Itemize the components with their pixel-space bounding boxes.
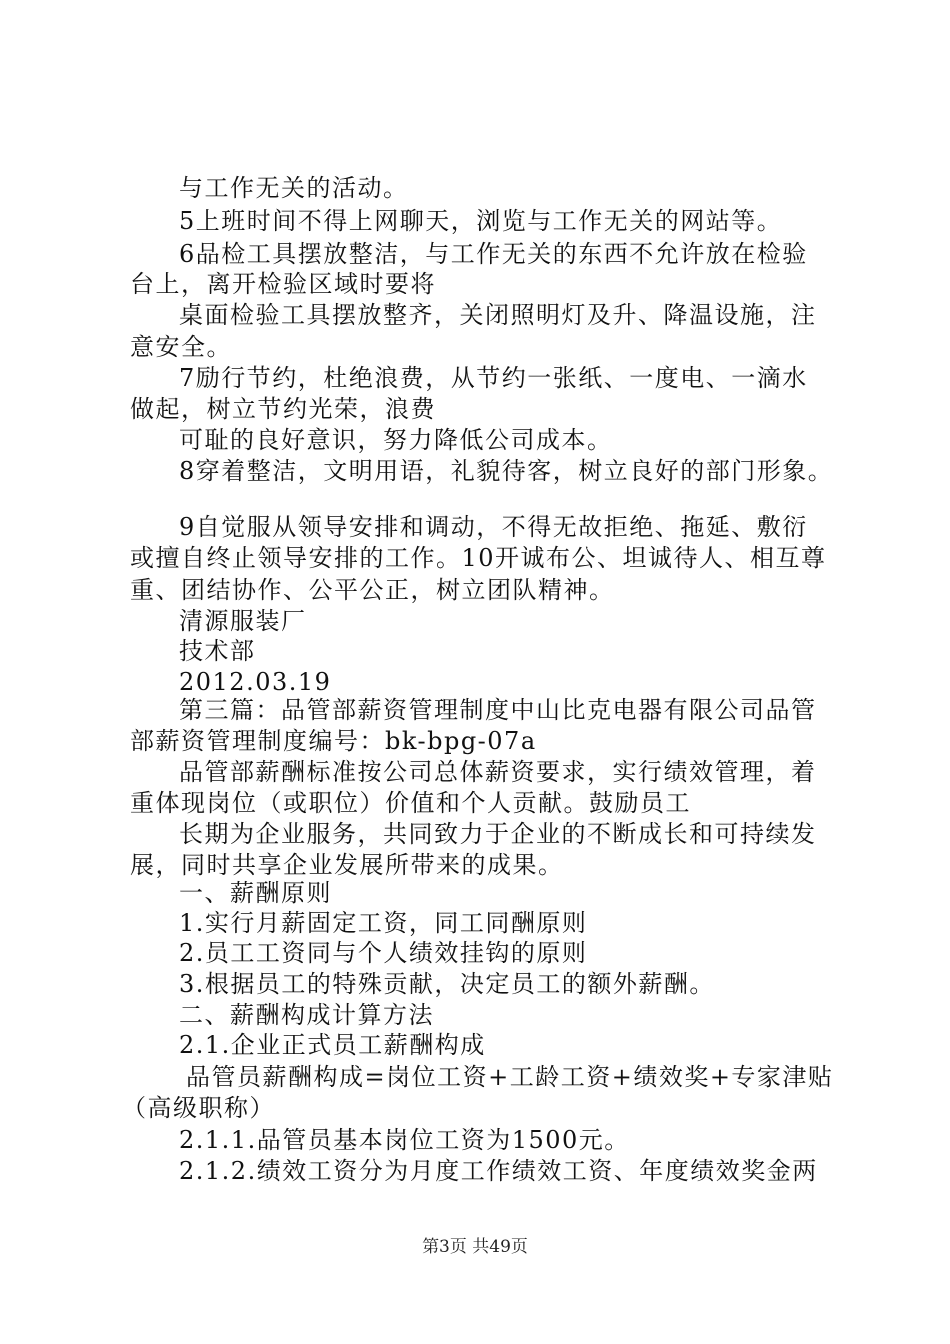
text-line: 2.员工工资同与个人绩效挂钩的原则 bbox=[179, 939, 588, 967]
text-line: （高级职称） bbox=[122, 1094, 275, 1122]
page-number: 第3页 共49页 bbox=[422, 1237, 528, 1257]
text-line: 2.1.企业正式员工薪酬构成 bbox=[179, 1031, 486, 1059]
text-line: 意安全。 bbox=[130, 333, 232, 361]
text-line: 桌面检验工具摆放整齐，关闭照明灯及升、降温设施，注 bbox=[179, 301, 817, 329]
text-line: 与工作无关的活动。 bbox=[179, 174, 409, 202]
text-line: 可耻的良好意识，努力降低公司成本。 bbox=[179, 426, 613, 454]
text-line: 长期为企业服务，共同致力于企业的不断成长和可持续发 bbox=[179, 820, 817, 848]
text-line: 重体现岗位（或职位）价值和个人贡献。鼓励员工 bbox=[130, 789, 691, 817]
text-line: 清源服装厂 bbox=[179, 607, 307, 635]
text-line: 9自觉服从领导安排和调动，不得无故拒绝、拖延、敷衍 bbox=[179, 513, 808, 541]
text-line: 6品检工具摆放整洁，与工作无关的东西不允许放在检验 bbox=[179, 240, 808, 268]
text-line: 重、团结协作、公平公正，树立团队精神。 bbox=[130, 576, 615, 604]
text-line: 7励行节约，杜绝浪费，从节约一张纸、一度电、一滴水 bbox=[179, 364, 808, 392]
text-line: 8穿着整洁，文明用语，礼貌待客，树立良好的部门形象。 bbox=[179, 457, 834, 485]
text-line: 台上，离开检验区域时要将 bbox=[130, 270, 436, 298]
text-line: 2.1.1.品管员基本岗位工资为1500元。 bbox=[179, 1126, 630, 1154]
text-line: 展，同时共享企业发展所带来的成果。 bbox=[130, 851, 564, 879]
text-line: 第三篇：品管部薪资管理制度中山比克电器有限公司品管 bbox=[179, 696, 817, 724]
text-line: 技术部 bbox=[179, 637, 256, 665]
text-line: 做起，树立节约光荣，浪费 bbox=[130, 395, 436, 423]
text-line: 5上班时间不得上网聊天，浏览与工作无关的网站等。 bbox=[179, 207, 783, 235]
text-line: 2.1.2.绩效工资分为月度工作绩效工资、年度绩效奖金两 bbox=[179, 1157, 818, 1185]
text-line: 品管部薪酬标准按公司总体薪资要求，实行绩效管理，着 bbox=[179, 758, 817, 786]
text-line: 二、薪酬构成计算方法 bbox=[179, 1001, 434, 1029]
text-line: 品管员薪酬构成=岗位工资+工龄工资+绩效奖+专家津贴 bbox=[186, 1063, 834, 1091]
text-line: 一、薪酬原则 bbox=[179, 879, 332, 907]
text-line: 部薪资管理制度编号：bk-bpg-07a bbox=[130, 727, 537, 755]
text-line: 或擅自终止领导安排的工作。10开诚布公、坦诚待人、相互尊 bbox=[130, 544, 827, 572]
text-line: 3.根据员工的特殊贡献，决定员工的额外薪酬。 bbox=[179, 970, 715, 998]
text-line: 2012.03.19 bbox=[179, 668, 332, 696]
text-line: 1.实行月薪固定工资，同工同酬原则 bbox=[179, 909, 588, 937]
